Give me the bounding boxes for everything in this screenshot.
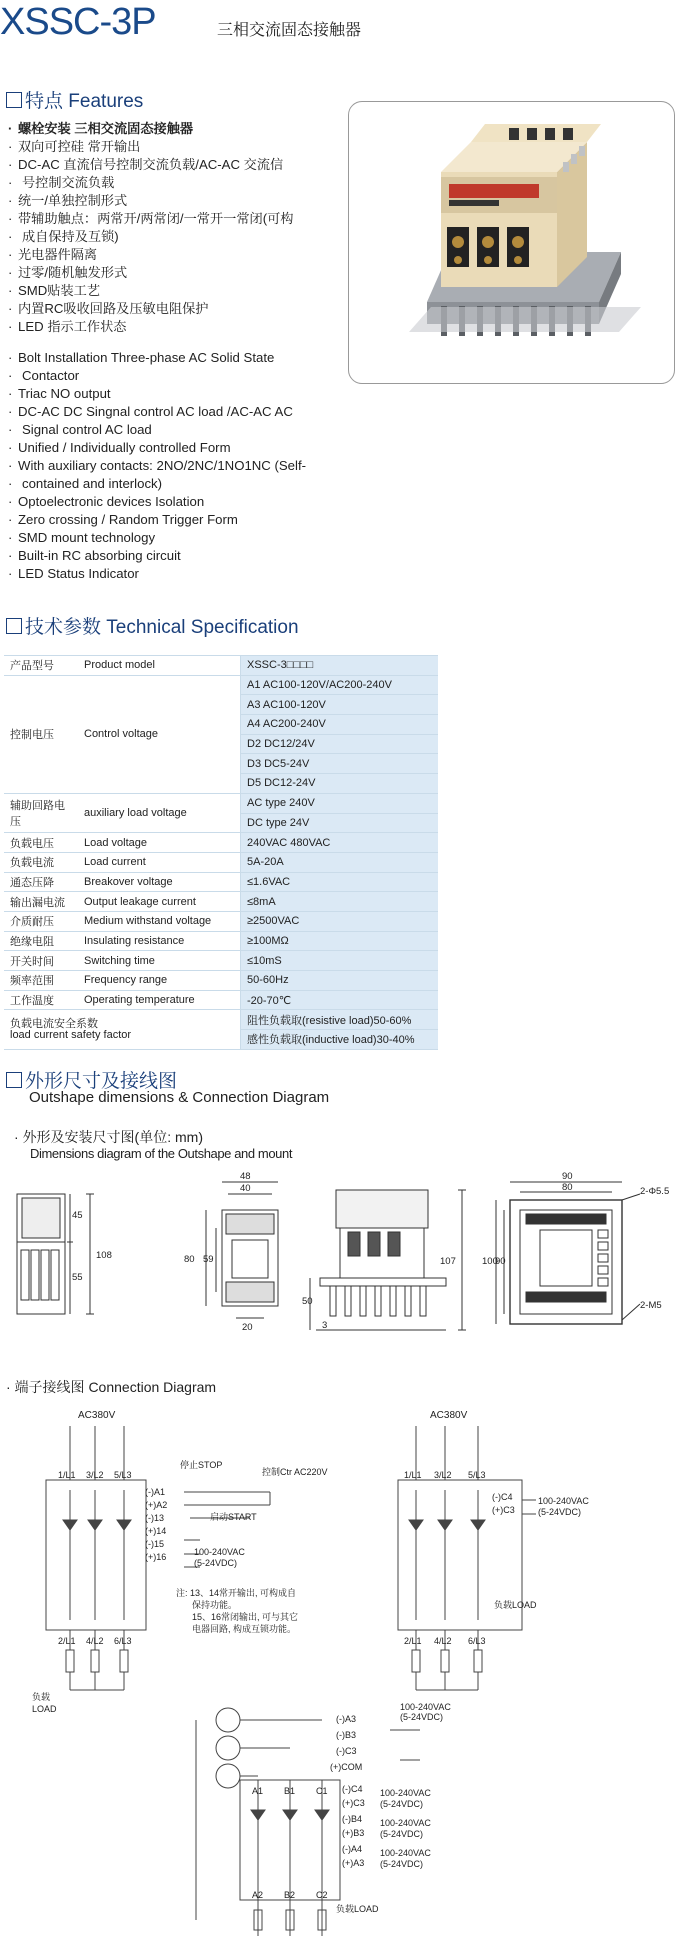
table-row: 介质耐压 Medium withstand voltage ≥2500VAC <box>4 911 438 931</box>
product-photo <box>348 101 675 384</box>
table-row: 辅助回路电压 auxiliary load voltage AC type 240V <box>4 793 438 813</box>
heading-box-icon <box>6 1072 22 1088</box>
connection-heading: · 端子接线图 Connection Diagram <box>6 1379 217 1395</box>
svg-text:100-240VAC: 100-240VAC <box>538 1496 589 1506</box>
svg-text:(+)COM: (+)COM <box>330 1762 363 1772</box>
svg-text:2/L1: 2/L1 <box>58 1636 76 1646</box>
features-heading: 特点 Features <box>6 86 143 113</box>
page-subtitle: 三相交流固态接触器 <box>217 22 362 39</box>
svg-text:3/L2: 3/L2 <box>434 1470 452 1480</box>
feature-item-en: · Unified / Individually controlled Form <box>6 439 336 457</box>
table-row: 产品型号 Product model XSSC-3□□□□ <box>4 656 438 676</box>
dim-label: 2-Φ5.5 <box>640 1186 670 1197</box>
feature-item: · 螺栓安装 三相交流固态接触器 <box>6 120 336 138</box>
spec-heading: 技术参数 Technical Specification <box>6 612 299 639</box>
feature-item: · 成自保持及互锁) <box>6 228 336 246</box>
dim-label: 48 <box>240 1171 251 1182</box>
svg-text:(-)B4: (-)B4 <box>342 1814 362 1824</box>
svg-text:100-240VAC: 100-240VAC <box>380 1818 431 1828</box>
heading-box-icon <box>6 618 22 634</box>
svg-text:(5-24VDC): (5-24VDC) <box>380 1799 424 1809</box>
dim-label: 107 <box>440 1256 456 1267</box>
svg-text:保持功能。: 保持功能。 <box>192 1600 238 1610</box>
table-row: 绝缘电阻 Insulating resistance ≥100MΩ <box>4 931 438 951</box>
dim-label: 45 <box>72 1210 83 1221</box>
feature-item: · 带辅助触点：两常开/两常闭/一常开一常闭(可构 <box>6 210 336 228</box>
svg-text:B1: B1 <box>284 1786 296 1796</box>
svg-text:1/L1: 1/L1 <box>404 1470 422 1480</box>
feature-item-en: · Contactor <box>6 367 336 385</box>
svg-text:负载LOAD: 负载LOAD <box>336 1904 379 1914</box>
table-row: 控制电压 Control voltage A1 AC100-120V/AC200-240V <box>4 675 438 695</box>
table-row: 负载电流安全系数 load current safety factor 阻性负载取(resistive load)50-60% <box>4 1010 438 1030</box>
feature-item-en: · With auxiliary contacts: 2NO/2NC/1NO1NC (Self- <box>6 457 336 475</box>
svg-text:5/L3: 5/L3 <box>114 1470 132 1480</box>
svg-text:C2: C2 <box>316 1890 328 1900</box>
dim-label: 80 <box>562 1182 573 1193</box>
table-row: D3 DC5-24V <box>4 754 438 774</box>
svg-text:(-)A4: (-)A4 <box>342 1844 362 1854</box>
svg-text:(-)13: (-)13 <box>145 1513 165 1523</box>
table-row: D2 DC12/24V <box>4 734 438 754</box>
feature-item-en: · DC-AC DC Singnal control AC load /AC-AC AC <box>6 403 336 421</box>
svg-text:6/L3: 6/L3 <box>114 1636 132 1646</box>
svg-text:控制Ctr AC220V: 控制Ctr AC220V <box>262 1467 328 1477</box>
feature-item-en: · LED Status Indicator <box>6 565 336 583</box>
table-row: A4 AC200-240V <box>4 715 438 735</box>
feature-item: · 号控制交流负载 <box>6 174 336 192</box>
dim-label: 2-M5 <box>640 1300 662 1311</box>
table-row: 开关时间 Switching time ≤10mS <box>4 951 438 971</box>
svg-text:100-240VAC: 100-240VAC <box>194 1547 245 1557</box>
svg-text:(+)14: (+)14 <box>145 1526 167 1536</box>
table-row: 负载电流 Load current 5A-20A <box>4 852 438 872</box>
page-title: XSSC-3P <box>0 1 156 43</box>
svg-text:(-)15: (-)15 <box>145 1539 165 1549</box>
svg-text:6/L3: 6/L3 <box>468 1636 486 1646</box>
table-row: D5 DC12-24V <box>4 774 438 794</box>
features-list-en <box>6 349 336 583</box>
svg-text:A1: A1 <box>252 1786 264 1796</box>
svg-text:4/L2: 4/L2 <box>434 1636 452 1646</box>
svg-text:(+)A2: (+)A2 <box>145 1500 168 1510</box>
features-list <box>6 120 336 336</box>
svg-text:LOAD: LOAD <box>32 1704 57 1714</box>
feature-item: · 双向可控硅 常开输出 <box>6 138 336 156</box>
table-row: 负载电压 Load voltage 240VAC 480VAC <box>4 833 438 853</box>
table-row: 工作温度 Operating temperature -20-70℃ <box>4 990 438 1010</box>
feature-item-en: · Built-in RC absorbing circuit <box>6 547 336 565</box>
svg-text:(5-24VDC): (5-24VDC) <box>380 1829 424 1839</box>
dimensions-heading: 外形尺寸及接线图 <box>6 1066 177 1093</box>
table-row: DC type 24V <box>4 813 438 833</box>
feature-item-en: · Optoelectronic devices Isolation <box>6 493 336 511</box>
svg-text:A2: A2 <box>252 1890 264 1900</box>
svg-text:2/L1: 2/L1 <box>404 1636 422 1646</box>
feature-item: · 光电器件隔离 <box>6 246 336 264</box>
table-row: 频率范围 Frequency range 50-60Hz <box>4 971 438 991</box>
feature-item-en: · contained and interlock) <box>6 475 336 493</box>
dim-label: 100 <box>482 1256 498 1267</box>
dim-label: 55 <box>72 1272 83 1283</box>
svg-text:(5-24VDC): (5-24VDC) <box>380 1859 424 1869</box>
dim-label: 90 <box>495 1256 506 1267</box>
svg-text:停止STOP: 停止STOP <box>180 1460 223 1470</box>
spec-table <box>4 655 438 1050</box>
svg-text:4/L2: 4/L2 <box>86 1636 104 1646</box>
feature-item: · 内置RC吸收回路及压敏电阻保护 <box>6 300 336 318</box>
feature-item: · SMD贴装工艺 <box>6 282 336 300</box>
svg-text:负载: 负载 <box>32 1692 51 1702</box>
heading-box-icon <box>6 92 22 108</box>
ac380v-label: AC380V <box>430 1410 468 1421</box>
feature-item: · 统一/单独控制形式 <box>6 192 336 210</box>
dimensions-heading-en: Outshape dimensions & Connection Diagram <box>29 1089 330 1106</box>
svg-text:(-)C3: (-)C3 <box>336 1746 357 1756</box>
feature-item-en: · Signal control AC load <box>6 421 336 439</box>
svg-text:电器回路, 构成互锁功能。: 电器回路, 构成互锁功能。 <box>192 1624 297 1634</box>
table-row: 输出漏电流 Output leakage current ≤8mA <box>4 892 438 912</box>
table-row: 通态压降 Breakover voltage ≤1.6VAC <box>4 872 438 892</box>
svg-text:(-)A3: (-)A3 <box>336 1714 356 1724</box>
svg-text:注: 13、14常开输出, 可构成自: 注: 13、14常开输出, 可构成自 <box>176 1588 297 1598</box>
svg-text:(-)B3: (-)B3 <box>336 1730 356 1740</box>
svg-text:C1: C1 <box>316 1786 328 1796</box>
svg-text:(5-24VDC): (5-24VDC) <box>194 1558 238 1568</box>
svg-text:5/L3: 5/L3 <box>468 1470 486 1480</box>
feature-item-en: · Zero crossing / Random Trigger Form <box>6 511 336 529</box>
svg-text:(-)A1: (-)A1 <box>145 1487 165 1497</box>
svg-text:(+)B3: (+)B3 <box>342 1828 365 1838</box>
feature-item-en: · Triac NO output <box>6 385 336 403</box>
svg-text:(-)C4: (-)C4 <box>492 1492 513 1502</box>
dim-label: 108 <box>96 1250 112 1261</box>
dimensions-subheading: · 外形及安装尺寸图(单位: mm) <box>14 1129 203 1145</box>
svg-text:1/L1: 1/L1 <box>58 1470 76 1480</box>
ac380v-label: AC380V <box>78 1410 116 1421</box>
feature-item: · DC-AC 直流信号控制交流负载/AC-AC 交流信 <box>6 156 336 174</box>
svg-text:(5-24VDC): (5-24VDC) <box>400 1712 444 1722</box>
dim-label: 20 <box>242 1322 253 1333</box>
svg-text:15、16常闭输出, 可与其它: 15、16常闭输出, 可与其它 <box>192 1612 299 1622</box>
svg-text:3/L2: 3/L2 <box>86 1470 104 1480</box>
table-row: A3 AC100-120V <box>4 695 438 715</box>
svg-text:(-)C4: (-)C4 <box>342 1784 363 1794</box>
dimensions-subheading-en: Dimensions diagram of the Outshape and mount <box>30 1146 293 1161</box>
dim-label: 40 <box>240 1183 251 1194</box>
dim-label: 50 <box>302 1296 313 1307</box>
svg-text:100-240VAC: 100-240VAC <box>380 1788 431 1798</box>
feature-item: · 过零/随机触发形式 <box>6 264 336 282</box>
svg-text:B2: B2 <box>284 1890 296 1900</box>
svg-text:(5-24VDC): (5-24VDC) <box>538 1507 582 1517</box>
dim-label: 3 <box>322 1320 328 1331</box>
svg-text:(+)16: (+)16 <box>145 1552 167 1562</box>
dim-label: 80 <box>184 1254 195 1265</box>
contactor-illustration <box>349 102 674 383</box>
dim-label: 59 <box>203 1254 214 1265</box>
svg-text:(+)C3: (+)C3 <box>342 1798 365 1808</box>
svg-text:负载LOAD: 负载LOAD <box>494 1600 537 1610</box>
svg-text:(+)A3: (+)A3 <box>342 1858 365 1868</box>
connection-diagram <box>0 1400 680 1936</box>
svg-text:100-240VAC: 100-240VAC <box>380 1848 431 1858</box>
svg-text:100-240VAC: 100-240VAC <box>400 1702 451 1712</box>
dim-label: 90 <box>562 1171 573 1182</box>
svg-text:启动START: 启动START <box>210 1512 257 1522</box>
svg-text:(+)C3: (+)C3 <box>492 1505 515 1515</box>
table-row: 感性负载取(inductive load)30-40% <box>4 1030 438 1050</box>
feature-item-en: · Bolt Installation Three-phase AC Solid State <box>6 349 336 367</box>
feature-item-en: · SMD mount technology <box>6 529 336 547</box>
dimension-drawings <box>0 1170 680 1340</box>
feature-item: · LED 指示工作状态 <box>6 318 336 336</box>
